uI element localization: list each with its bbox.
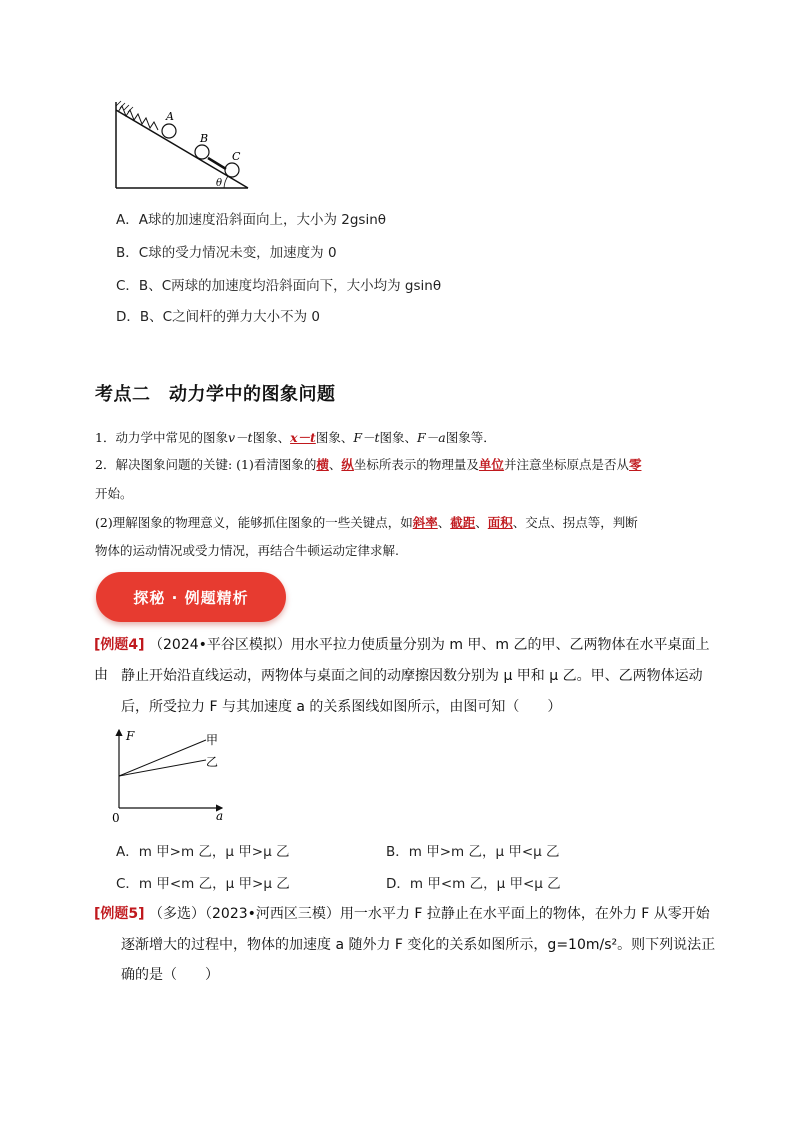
sep-3: 图象、 bbox=[379, 430, 418, 445]
ball-b bbox=[195, 145, 209, 159]
y-axis-label: F bbox=[126, 729, 135, 743]
option-a: A．A球的加速度沿斜面向上，大小为 2gsinθ bbox=[116, 212, 387, 228]
term-fa: F－a bbox=[417, 430, 446, 445]
term-heng: 横 bbox=[316, 457, 329, 472]
example-5-tag: [例题5] bbox=[94, 906, 145, 922]
ball-c bbox=[225, 163, 239, 177]
example-5-line-2: 逐渐增大的过程中，物体的加速度 a 随外力 F 变化的关系如图所示，g=10m/s²。则下列说法正 bbox=[121, 937, 716, 953]
term-zong: 纵 bbox=[341, 457, 354, 472]
rod-bc bbox=[208, 158, 226, 169]
point-3-a: (2)理解图象的物理意义，能够抓住图象的一些关键点，如 bbox=[95, 515, 413, 530]
point-2 bbox=[95, 456, 707, 474]
label-c: C bbox=[232, 150, 241, 163]
ex4-option-b: B．m 甲>m 乙，μ 甲<μ 乙 bbox=[386, 844, 560, 860]
point-2-cont: 开始。 bbox=[95, 486, 133, 501]
x-axis-label: a bbox=[216, 809, 224, 823]
label-a: A bbox=[166, 110, 174, 123]
point-2-d: 并注意坐标原点是否从 bbox=[503, 457, 629, 472]
term-danwei: 单位 bbox=[478, 457, 504, 472]
example-4-tag: [例题4] bbox=[94, 637, 145, 653]
label-yi: 乙 bbox=[206, 755, 219, 769]
option-d: D．B、C之间杆的弹力大小不为 0 bbox=[116, 309, 320, 325]
line-yi bbox=[119, 760, 206, 776]
point-3-d: 、交点、拐点等，判断 bbox=[512, 515, 638, 530]
label-jia: 甲 bbox=[206, 733, 219, 747]
point-1 bbox=[95, 429, 705, 447]
term-xt: x－t bbox=[290, 430, 316, 445]
line-jia bbox=[119, 740, 206, 776]
label-theta: θ bbox=[216, 178, 223, 189]
force-acceleration-graph bbox=[108, 724, 233, 824]
incline-figure bbox=[108, 96, 254, 192]
point-2-b: 、 bbox=[328, 457, 342, 472]
point-3-b: 、 bbox=[437, 515, 451, 530]
point-3 bbox=[95, 514, 707, 532]
point-2-c: 坐标所表示的物理量及 bbox=[353, 457, 479, 472]
ball-a bbox=[162, 124, 176, 138]
term-vt: v－t bbox=[227, 430, 253, 445]
point-3-cont: 物体的运动情况或受力情况，再结合牛顿运动定律求解. bbox=[95, 543, 399, 558]
point-2-a: 2．解决图象问题的关键: (1)看清图象的 bbox=[95, 457, 317, 472]
example-4-text-1: （2024•平谷区模拟）用水平拉力使质量分别为 m 甲、m 乙的甲、乙两物体在水平桌面上由 bbox=[94, 637, 710, 683]
origin-label: 0 bbox=[112, 811, 120, 824]
section-title: 考点二 动力学中的图象问题 bbox=[95, 384, 336, 405]
label-b: B bbox=[200, 132, 209, 145]
term-ling: 零 bbox=[628, 457, 642, 472]
example-4-line-2: 静止开始沿直线运动，两物体与桌面之间的动摩擦因数分别为 μ 甲和 μ 乙。甲、乙两物体运动 bbox=[121, 668, 703, 684]
option-b: B．C球的受力情况未变，加速度为 0 bbox=[116, 245, 337, 261]
point-3-c: 、 bbox=[475, 515, 488, 530]
sep-2: 图象、 bbox=[315, 430, 354, 445]
example-5-text-1: （多选）（2023•河西区三模）用一水平力 F 拉静止在水平面上的物体，在外力 F 从零开始 bbox=[149, 906, 710, 922]
ex4-option-c: C．m 甲<m 乙，μ 甲>μ 乙 bbox=[116, 876, 290, 892]
sep-1: 图象、 bbox=[252, 430, 291, 445]
example-banner: 探秘 · 例题精析 bbox=[96, 572, 286, 622]
example-5-line-3: 确的是（ ） bbox=[121, 967, 219, 983]
option-c: C．B、C两球的加速度均沿斜面向下，大小均为 gsinθ bbox=[116, 278, 442, 294]
ex4-option-d: D．m 甲<m 乙，μ 甲<μ 乙 bbox=[386, 876, 561, 892]
term-jieju: 截距 bbox=[450, 515, 476, 530]
term-xielv: 斜率 bbox=[412, 515, 438, 530]
point-1-prefix: 1．动力学中常见的图象 bbox=[95, 430, 228, 445]
term-mianji: 面积 bbox=[487, 515, 513, 530]
example-4-line-3: 后，所受拉力 F 与其加速度 a 的关系图线如图所示，由图可知（ ） bbox=[121, 699, 562, 715]
point-1-suffix: 图象等． bbox=[445, 430, 496, 445]
term-ft: F－t bbox=[353, 430, 380, 445]
ex4-option-a: A．m 甲>m 乙，μ 甲>μ 乙 bbox=[116, 844, 290, 860]
example-5-line-1 bbox=[94, 899, 714, 929]
